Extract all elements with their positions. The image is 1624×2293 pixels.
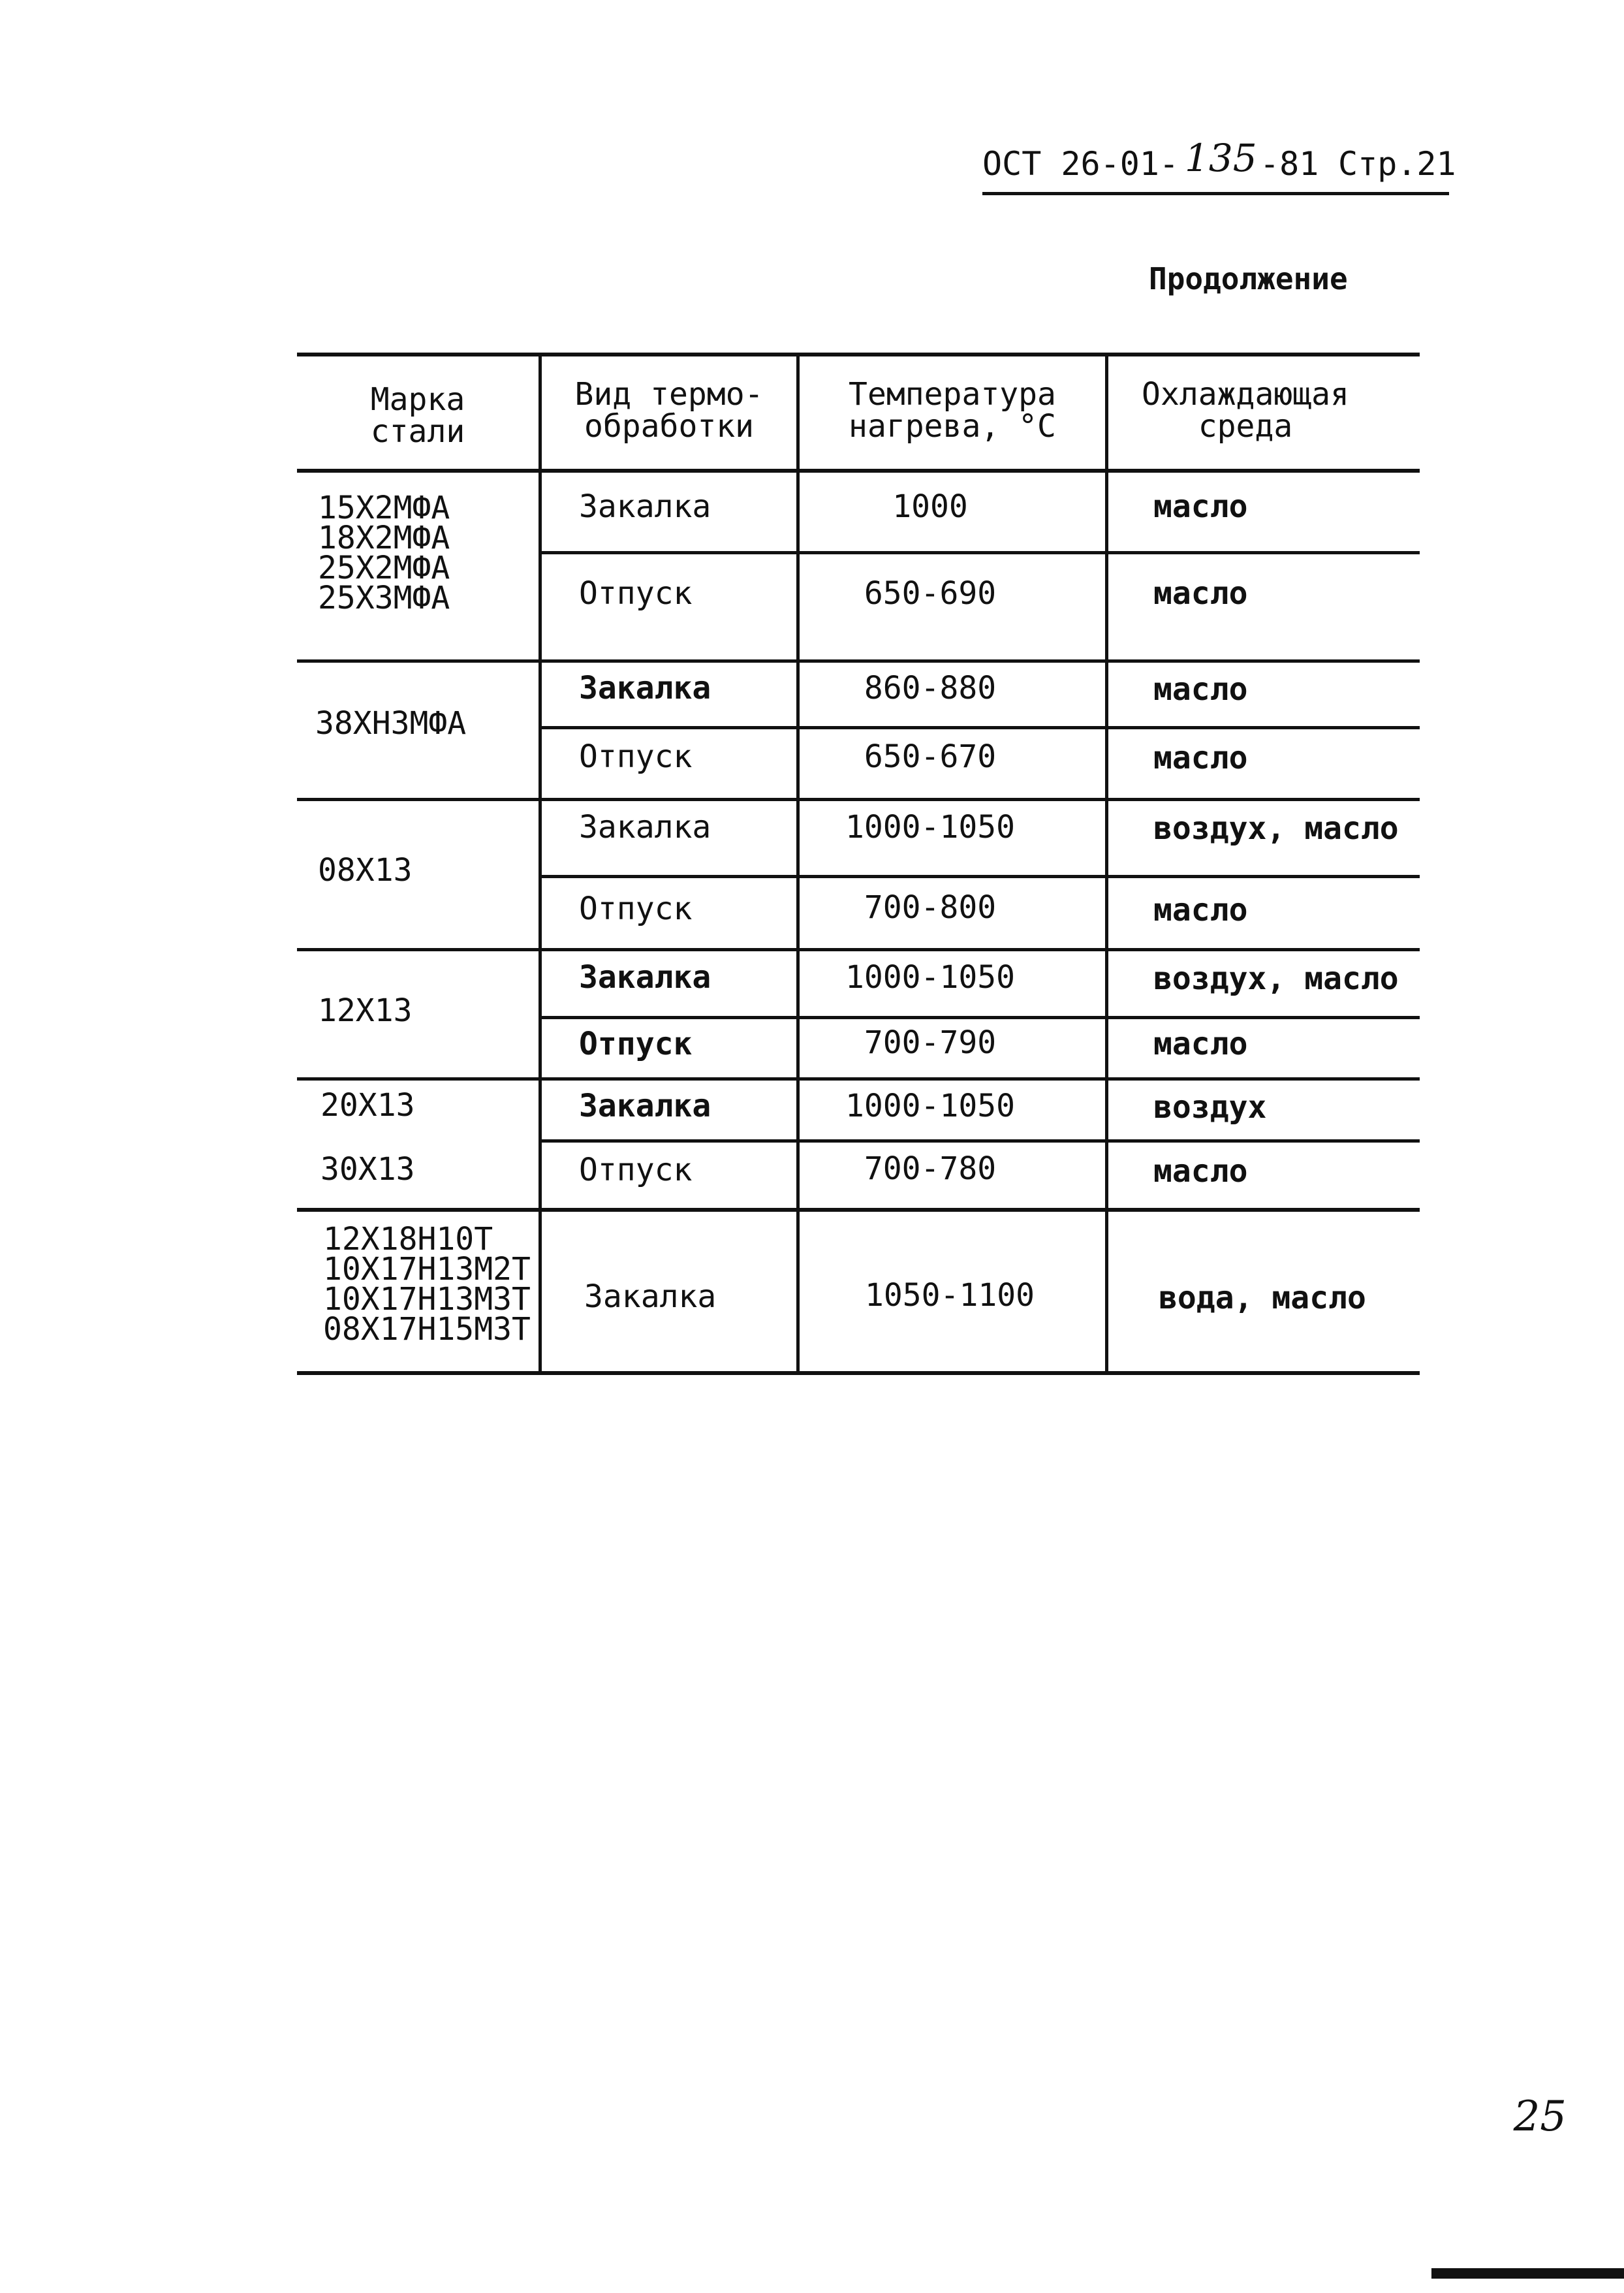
footer-bar xyxy=(1431,2268,1624,2279)
row-divider xyxy=(539,551,1420,554)
group-divider xyxy=(297,798,1420,801)
temperature-cell: 860-880 xyxy=(864,670,997,706)
medium-cell: воздух, масло xyxy=(1153,960,1399,997)
treatment-cell: Закалка xyxy=(579,1088,711,1124)
standard-code-number: 135 xyxy=(1185,136,1257,180)
temperature-cell: 700-790 xyxy=(864,1024,997,1061)
header-bottom-rule xyxy=(297,469,1420,473)
steel-grade-list xyxy=(318,490,450,617)
group-divider xyxy=(297,659,1420,663)
steel-grade-list xyxy=(320,1087,415,1124)
header-line: Температура xyxy=(849,376,1056,413)
header-line: нагрева, °С xyxy=(849,407,1056,445)
medium-cell: масло xyxy=(1153,488,1248,525)
treatment-cell: Закалка xyxy=(579,670,711,706)
group-divider xyxy=(297,1208,1420,1212)
document-header xyxy=(982,136,1456,195)
header-line: стали xyxy=(370,413,465,450)
steel-grade-list xyxy=(318,992,413,1029)
column-header-treatment xyxy=(542,376,796,445)
column-header-temperature xyxy=(800,376,1105,445)
column-divider xyxy=(539,353,542,1375)
continuation-label: Продолжение xyxy=(1149,261,1348,296)
steel-grade: 30Х13 xyxy=(320,1151,415,1188)
header-line: Марка xyxy=(370,381,465,418)
steel-grade-list xyxy=(323,1221,531,1348)
steel-grade: 10Х17Н13М2Т xyxy=(323,1251,531,1288)
treatment-cell: Отпуск xyxy=(579,1152,693,1188)
header-line: Вид термо- xyxy=(574,376,764,413)
treatment-cell: Закалка xyxy=(579,959,711,996)
treatment-cell: Отпуск xyxy=(579,575,693,612)
steel-grade-list xyxy=(320,1151,415,1188)
steel-grade: 12Х18Н10Т xyxy=(323,1221,493,1257)
treatment-cell: Закалка xyxy=(579,488,711,525)
medium-cell: масло xyxy=(1153,1153,1248,1190)
group-divider xyxy=(297,948,1420,951)
header-line: среда xyxy=(1198,407,1293,445)
header-line: обработки xyxy=(584,407,755,445)
header-line: Охлаждающая xyxy=(1142,376,1349,413)
steel-grade: 18Х2МФА xyxy=(318,520,450,557)
row-divider xyxy=(539,1139,1420,1143)
row-divider xyxy=(539,875,1420,878)
steel-grade: 12Х13 xyxy=(318,992,413,1029)
medium-cell: масло xyxy=(1153,892,1248,928)
steel-grade-list xyxy=(318,852,413,889)
row-divider xyxy=(539,1016,1420,1019)
temperature-cell: 700-780 xyxy=(864,1150,997,1187)
temperature-cell: 650-670 xyxy=(864,738,997,775)
table-top-rule xyxy=(297,353,1420,356)
temperature-cell: 700-800 xyxy=(864,889,997,926)
steel-grade: 08Х13 xyxy=(318,852,413,889)
steel-grade: 25Х3МФА xyxy=(318,580,450,617)
treatment-cell: Закалка xyxy=(579,809,711,846)
steel-grade: 08Х17Н15М3Т xyxy=(323,1311,531,1348)
steel-grade: 38ХН3МФА xyxy=(315,705,467,742)
group-divider xyxy=(297,1077,1420,1081)
heat-treatment-table xyxy=(297,353,1420,1374)
temperature-cell: 1000-1050 xyxy=(845,959,1016,996)
temperature-cell: 650-690 xyxy=(864,575,997,612)
treatment-cell: Закалка xyxy=(584,1278,717,1315)
column-header-medium xyxy=(1108,376,1382,445)
standard-code-suffix: -81 xyxy=(1260,145,1319,183)
steel-grade-list xyxy=(315,705,467,742)
medium-cell: воздух xyxy=(1153,1089,1267,1126)
medium-cell: масло xyxy=(1153,1026,1248,1062)
medium-cell: воздух, масло xyxy=(1153,810,1399,847)
medium-cell: масло xyxy=(1153,575,1248,612)
steel-grade: 25Х2МФА xyxy=(318,550,450,587)
steel-grade: 20Х13 xyxy=(320,1087,415,1124)
temperature-cell: 1050-1100 xyxy=(864,1277,1035,1314)
medium-cell: вода, масло xyxy=(1159,1280,1366,1316)
steel-grade: 10Х17Н13М3Т xyxy=(323,1281,531,1318)
temperature-cell: 1000 xyxy=(892,488,968,525)
treatment-cell: Отпуск xyxy=(579,1026,693,1062)
medium-cell: масло xyxy=(1153,740,1248,776)
treatment-cell: Отпуск xyxy=(579,891,693,927)
standard-code-prefix: ОСТ 26-01- xyxy=(982,145,1179,183)
temperature-cell: 1000-1050 xyxy=(845,809,1016,846)
medium-cell: масло xyxy=(1153,671,1248,708)
page-label: Стр.21 xyxy=(1338,145,1456,183)
column-header-grade xyxy=(297,381,539,450)
column-divider xyxy=(1105,353,1108,1375)
treatment-cell: Отпуск xyxy=(579,738,693,775)
table-bottom-rule xyxy=(297,1371,1420,1375)
row-divider xyxy=(539,726,1420,729)
handwritten-page-number: 25 xyxy=(1513,2093,1567,2141)
steel-grade: 15Х2МФА xyxy=(318,490,450,526)
temperature-cell: 1000-1050 xyxy=(845,1088,1016,1124)
